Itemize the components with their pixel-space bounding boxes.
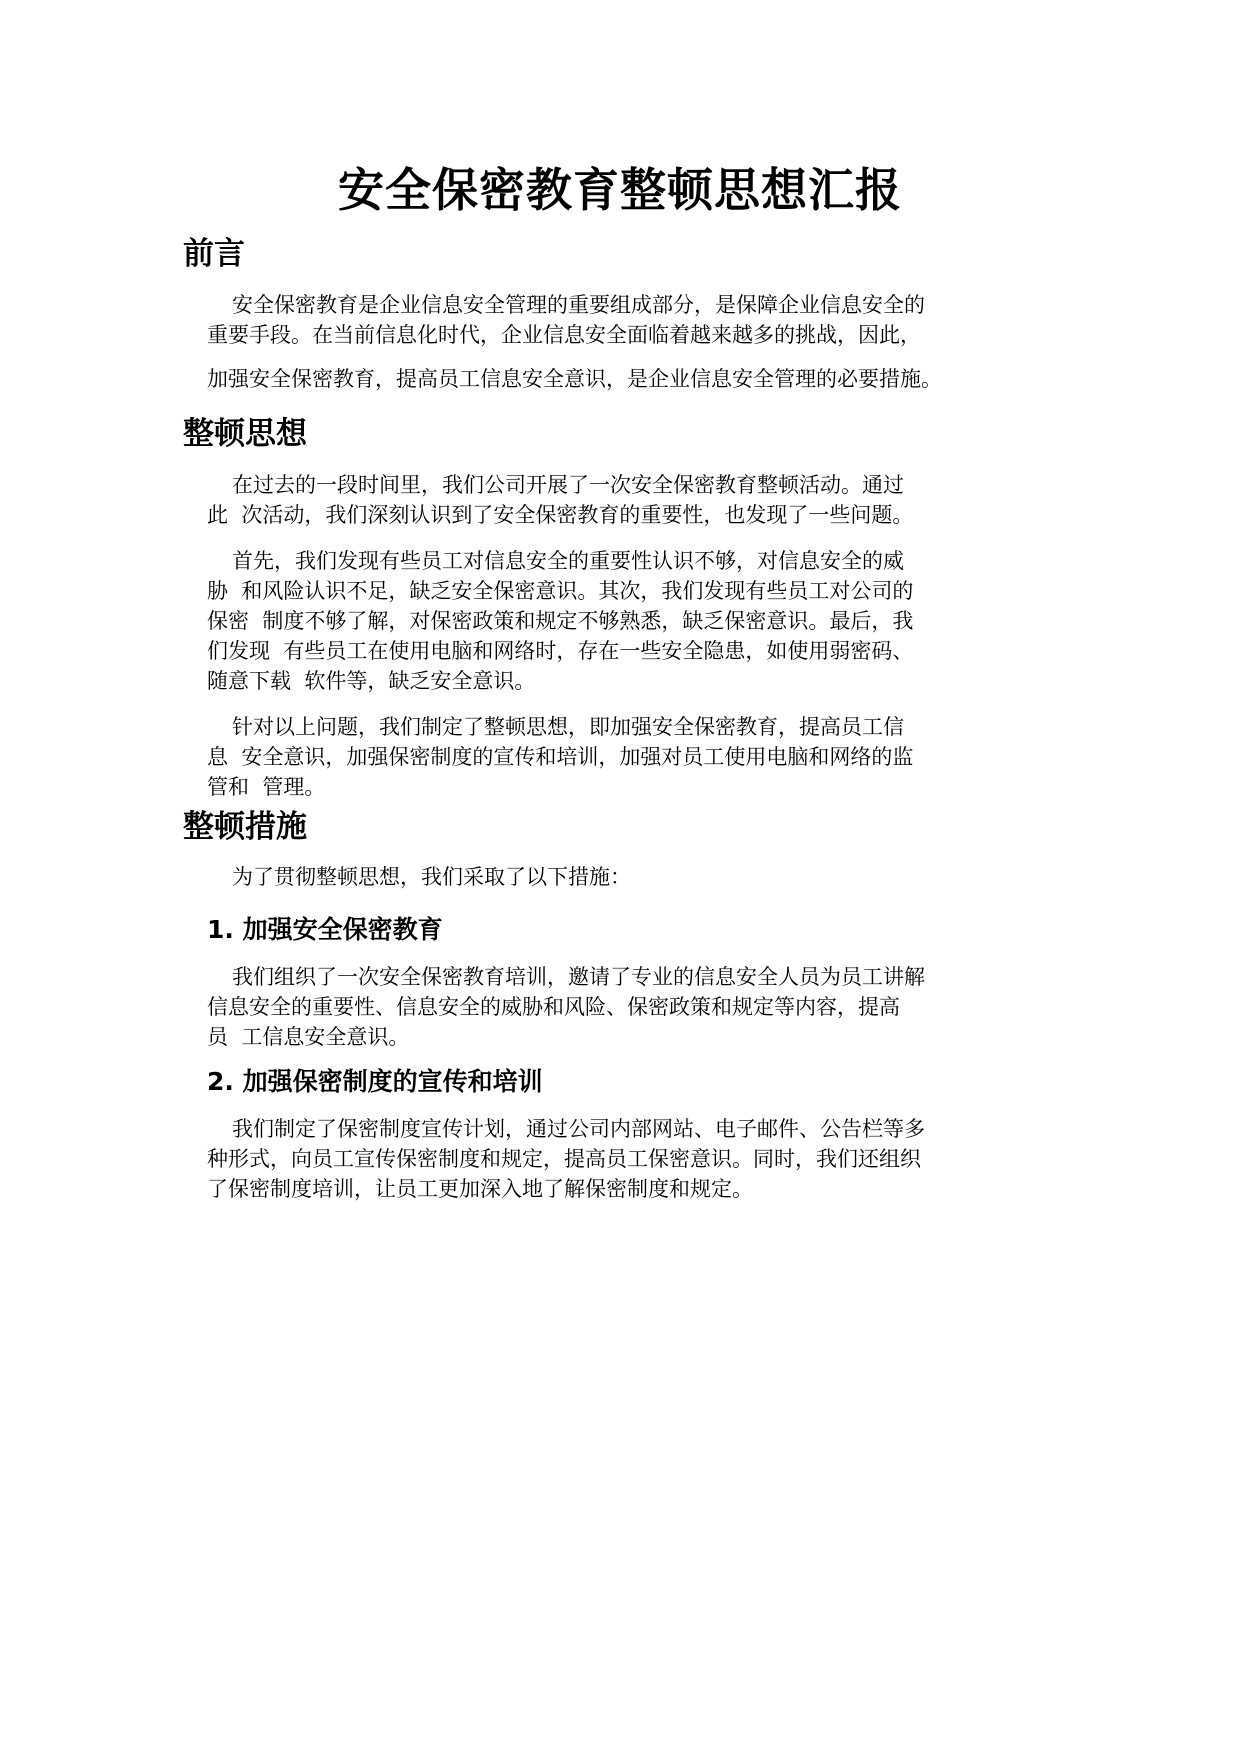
- thinking-p2-line: 胁 和风险认识不足，缺乏安全保密意识。其次，我们发现有些员工对公司的: [207, 579, 914, 603]
- thinking-p2-line: 保密 制度不够了解，对保密政策和规定不够熟悉，缺乏保密意识。最后，我: [207, 609, 914, 633]
- heading-preface: 前言: [183, 236, 245, 272]
- measure-item-title: 1. 加强安全保密教育: [207, 915, 443, 944]
- thinking-p2-line: 们发现 有些员工在使用电脑和网络时，存在一些安全隐患，如使用弱密码、: [207, 639, 914, 663]
- measure-item-line: 我们制定了保密制度宣传计划，通过公司内部网站、电子邮件、公告栏等多: [232, 1117, 925, 1141]
- preface-line: 加强安全保密教育，提高员工信息安全意识，是企业信息安全管理的必要措施。: [207, 367, 942, 391]
- preface-line: 重要手段。在当前信息化时代，企业信息安全面临着越来越多的挑战，因此，: [207, 323, 921, 347]
- thinking-p2-line: 随意下载 软件等，缺乏安全意识。: [207, 669, 536, 693]
- measure-item-title: 2. 加强保密制度的宣传和培训: [207, 1067, 543, 1096]
- measure-item-line: 种形式，向员工宣传保密制度和规定，提高员工保密意识。同时，我们还组织: [207, 1147, 921, 1171]
- thinking-p3-line: 管和 管理。: [207, 775, 326, 799]
- heading-measures: 整顿措施: [183, 809, 307, 845]
- measure-item-line: 我们组织了一次安全保密教育培训，邀请了专业的信息安全人员为员工讲解: [232, 965, 925, 989]
- thinking-p2-line: 首先，我们发现有些员工对信息安全的重要性认识不够，对信息安全的威: [232, 549, 904, 573]
- thinking-p1-line: 此 次活动，我们深刻认识到了安全保密教育的重要性，也发现了一些问题。: [207, 503, 914, 527]
- heading-thinking: 整顿思想: [183, 416, 307, 452]
- measures-intro: 为了贯彻整顿思想，我们采取了以下措施：: [232, 865, 631, 889]
- measure-item-line: 员 工信息安全意识。: [207, 1025, 410, 1049]
- thinking-p3-line: 针对以上问题，我们制定了整顿思想，即加强安全保密教育，提高员工信: [232, 715, 904, 739]
- thinking-p1-line: 在过去的一段时间里，我们公司开展了一次安全保密教育整顿活动。通过: [232, 473, 904, 497]
- preface-line: 安全保密教育是企业信息安全管理的重要组成部分，是保障企业信息安全的: [232, 293, 925, 317]
- thinking-p3-line: 息 安全意识，加强保密制度的宣传和培训，加强对员工使用电脑和网络的监: [207, 745, 914, 769]
- document-title: 安全保密教育整顿思想汇报: [338, 163, 902, 217]
- measure-item-line: 信息安全的重要性、信息安全的威胁和风险、保密政策和规定等内容，提高: [207, 995, 900, 1019]
- measure-item-line: 了保密制度培训，让员工更加深入地了解保密制度和规定。: [207, 1177, 753, 1201]
